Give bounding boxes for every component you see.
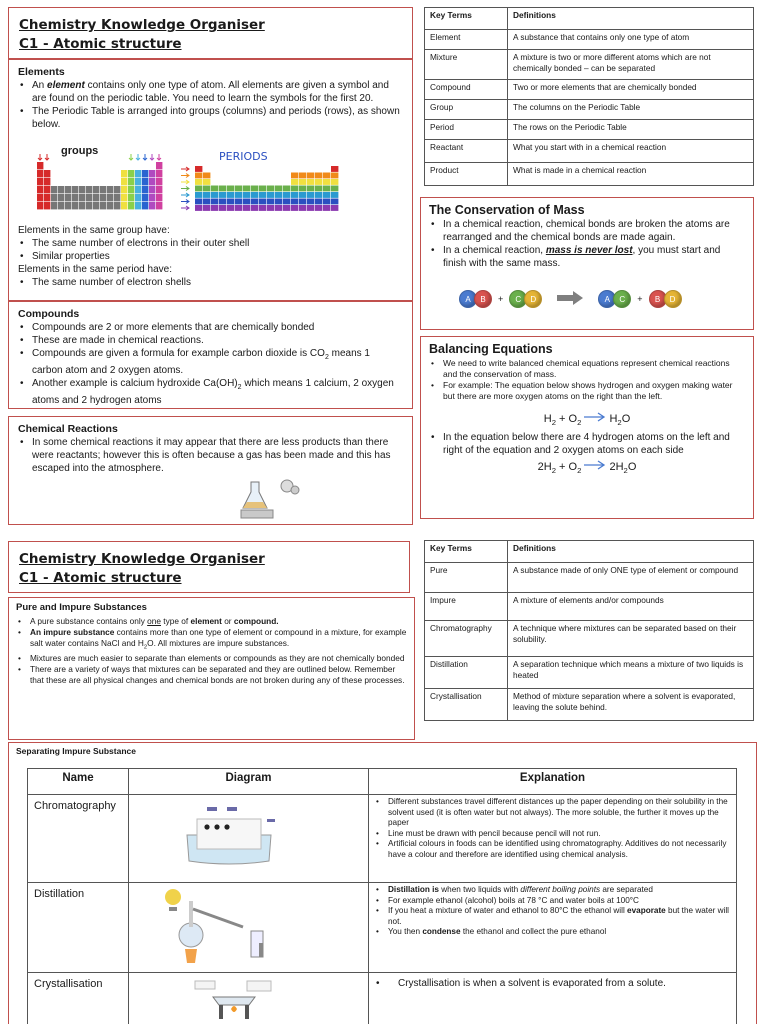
periodic-cell bbox=[37, 186, 43, 193]
periodic-cell bbox=[86, 194, 92, 201]
cryst-bullet-1: • Crystallisation is when a solvent is evaporated from a solute. bbox=[374, 979, 731, 990]
periodic-cell bbox=[259, 205, 266, 211]
periodic-cell bbox=[299, 199, 306, 205]
crystallisation-icon bbox=[193, 979, 283, 1019]
periodic-cell bbox=[135, 186, 141, 193]
periodic-cell bbox=[44, 178, 50, 185]
periodic-cell bbox=[100, 202, 106, 209]
separation-methods-table bbox=[27, 768, 737, 1024]
conservation-diagram bbox=[459, 289, 682, 309]
balancing-bullet-2: • For example: The equation below shows hydrogen and oxygen making water but there are more oxygen atoms on the right than the left. bbox=[429, 380, 745, 402]
down-arrow-icon bbox=[38, 154, 42, 160]
chrom-bullet-2: • Line must be drawn with pencil because pencil will not run. bbox=[374, 829, 731, 840]
periodic-cell bbox=[86, 202, 92, 209]
chemical-reactions-box bbox=[8, 416, 413, 525]
key-terms-table-2 bbox=[424, 540, 754, 721]
periodic-cell bbox=[243, 186, 250, 192]
pure-bullet-4: • There are a variety of ways that mixtures can be separated and they are outlined below. Remember that these are all physical changes and chemical bonds are not broken during any of these processes. bbox=[16, 664, 407, 686]
conservation-of-mass-box bbox=[420, 197, 754, 330]
periodic-cell bbox=[283, 199, 290, 205]
periodic-cell bbox=[203, 199, 210, 205]
periodic-cell bbox=[128, 186, 134, 193]
periodic-cell bbox=[203, 179, 210, 185]
periodic-cell bbox=[203, 186, 210, 192]
periodic-cell bbox=[51, 194, 57, 201]
periodic-cell bbox=[315, 179, 322, 185]
table-row: Pure A substance made of only ONE type of element or compound bbox=[425, 563, 754, 593]
periodic-cell bbox=[142, 202, 148, 209]
title-line-2: C1 - Atomic structure bbox=[19, 36, 182, 52]
periodic-cell bbox=[72, 186, 78, 193]
right-arrow-icon bbox=[181, 193, 189, 197]
key-terms-table-1 bbox=[424, 7, 754, 186]
periodic-cell bbox=[315, 186, 322, 192]
right-arrow-icon bbox=[181, 187, 189, 191]
table-row bbox=[28, 883, 737, 973]
atom-b: B bbox=[649, 290, 667, 308]
periodic-cell bbox=[323, 205, 330, 211]
periodic-cell bbox=[227, 186, 234, 192]
periodic-cell bbox=[283, 192, 290, 198]
conservation-heading: The Conservation of Mass bbox=[429, 203, 585, 217]
periodic-cell bbox=[259, 186, 266, 192]
periodic-cell bbox=[100, 186, 106, 193]
chromatography-explanation bbox=[369, 795, 737, 883]
conservation-bullet-1: • In a chemical reaction, chemical bonds are broken the atoms are rearranged and the chemical bonds are made again. bbox=[429, 218, 745, 244]
table-row: Product What is made in a chemical reaction bbox=[425, 163, 754, 186]
distillation-explanation bbox=[369, 883, 737, 973]
periodic-cell bbox=[331, 199, 338, 205]
definitions-col-header: Definitions bbox=[508, 8, 754, 30]
periodic-cell bbox=[37, 170, 43, 177]
periodic-cell bbox=[156, 170, 162, 177]
right-arrow-icon bbox=[181, 167, 189, 171]
right-arrow-icon bbox=[181, 180, 189, 184]
periodic-cell bbox=[315, 173, 322, 179]
periodic-cell bbox=[235, 205, 242, 211]
periodic-cell bbox=[79, 186, 85, 193]
periodic-cell bbox=[323, 186, 330, 192]
periodic-cell bbox=[128, 194, 134, 201]
balancing-equations-box bbox=[420, 336, 754, 519]
periodic-cell bbox=[267, 186, 274, 192]
balancing-heading: Balancing Equations bbox=[429, 342, 553, 356]
periodic-cell bbox=[58, 186, 64, 193]
periodic-cell bbox=[195, 205, 202, 211]
balancing-bullet-3: • In the equation below there are 4 hydrogen atoms on the left and right of the equation and 2 oxygen atoms on each side bbox=[429, 431, 745, 457]
periodic-cell bbox=[114, 194, 120, 201]
table-row bbox=[28, 973, 737, 1024]
periodic-cell bbox=[331, 173, 338, 179]
periodic-cell bbox=[93, 202, 99, 209]
periodic-cell bbox=[142, 170, 148, 177]
periodic-cell bbox=[65, 194, 71, 201]
periodic-cell bbox=[37, 178, 43, 185]
chromatography-diagram bbox=[129, 795, 369, 883]
periodic-cell bbox=[149, 202, 155, 209]
periodic-table-groups-diagram bbox=[35, 145, 169, 216]
table-row: Compound Two or more elements that are chemically bonded bbox=[425, 80, 754, 100]
periodic-cell bbox=[44, 202, 50, 209]
atom-c: C bbox=[613, 290, 631, 308]
periodic-cell bbox=[307, 173, 314, 179]
same-period-label: Elements in the same period have: bbox=[18, 264, 172, 275]
chrom-bullet-1: • Different substances travel different distances up the paper depending on their solubility in the solvent used (it is often water but not always). The more soluble, the further it moves up the paper bbox=[374, 797, 731, 829]
equation-unbalanced: $H_2 + O_2$ $H_2O$ bbox=[543, 413, 631, 428]
periodic-cell bbox=[299, 205, 306, 211]
periodic-cell bbox=[135, 202, 141, 209]
crystallisation-name: Crystallisation bbox=[28, 973, 129, 1024]
periodic-cell bbox=[219, 199, 226, 205]
periodic-cell bbox=[51, 186, 57, 193]
title-line-1: Chemistry Knowledge Organiser bbox=[19, 551, 265, 567]
table-row: Distillation A separation technique which means a mixture of two liquids is heated bbox=[425, 657, 754, 689]
atom-c: C bbox=[509, 290, 527, 308]
periodic-cell bbox=[195, 173, 202, 179]
plus-sign: + bbox=[637, 294, 643, 304]
atom-b: B bbox=[474, 290, 492, 308]
dist-bullet-3: • If you heat a mixture of water and ethanol to 80°C the ethanol will evaporate but the water will not. bbox=[374, 906, 731, 927]
periodic-cell bbox=[37, 162, 43, 169]
periodic-cell bbox=[331, 192, 338, 198]
periodic-cell bbox=[275, 186, 282, 192]
down-arrow-icon bbox=[136, 154, 140, 160]
same-group-bullet-2: • Similar properties bbox=[18, 250, 403, 263]
elements-bullet-2: • The Periodic Table is arranged into groups (columns) and periods (rows), as shown below. bbox=[18, 105, 403, 131]
distillation-icon bbox=[163, 887, 283, 965]
periodic-cell bbox=[323, 179, 330, 185]
chrom-bullet-3: • Artificial colours in foods can be identified using chromatography. Additives do not necessarily have a colour and therefore are identified using chemical analysis. bbox=[374, 839, 731, 860]
elements-heading: Elements bbox=[18, 66, 65, 78]
periodic-cell bbox=[267, 192, 274, 198]
table-row: Mixture A mixture is two or more different atoms which are not chemically bonded – can be separated bbox=[425, 50, 754, 80]
periodic-cell bbox=[299, 186, 306, 192]
title-box-2 bbox=[8, 541, 410, 593]
periodic-cell bbox=[79, 202, 85, 209]
explanation-col-header: Explanation bbox=[369, 769, 737, 795]
periodic-cell bbox=[65, 186, 71, 193]
elements-bullet-1: • An element contains only one type of atom. All elements are given a symbol and are found on the periodic table. You need to learn the symbols for the first 20. bbox=[18, 79, 403, 105]
periodic-cell bbox=[275, 199, 282, 205]
compounds-box bbox=[8, 301, 413, 409]
periodic-table-periods-diagram bbox=[179, 148, 379, 216]
chemical-reactions-bullet-1: • In some chemical reactions it may appear that there are less products than there were reactants; however this is often because a gas has been made and this has escaped into the atmosphere. bbox=[18, 436, 403, 475]
periodic-cell bbox=[100, 194, 106, 201]
periodic-cell bbox=[299, 173, 306, 179]
periodic-cell bbox=[37, 194, 43, 201]
periodic-cell bbox=[307, 186, 314, 192]
periodic-cell bbox=[121, 178, 127, 185]
distillation-name: Distillation bbox=[28, 883, 129, 973]
periodic-cell bbox=[331, 166, 338, 172]
periodic-cell bbox=[203, 205, 210, 211]
periodic-cell bbox=[275, 192, 282, 198]
periodic-cell bbox=[291, 186, 298, 192]
periodic-cell bbox=[227, 192, 234, 198]
periodic-cell bbox=[149, 186, 155, 193]
periodic-cell bbox=[251, 192, 258, 198]
periodic-cell bbox=[135, 194, 141, 201]
equation-balanced: $2H_2 + O_2$ $2H_2O$ bbox=[537, 461, 637, 476]
periodic-cell bbox=[121, 202, 127, 209]
plus-sign: + bbox=[498, 294, 504, 304]
chromatography-name: Chromatography bbox=[28, 795, 129, 883]
periodic-cell bbox=[291, 179, 298, 185]
periods-table-icon bbox=[179, 148, 379, 216]
periodic-cell bbox=[156, 202, 162, 209]
periodic-cell bbox=[149, 194, 155, 201]
periodic-cell bbox=[251, 186, 258, 192]
periodic-cell bbox=[142, 178, 148, 185]
periodic-cell bbox=[149, 170, 155, 177]
table-row: Chromatography A technique where mixtures can be separated based on their solubility. bbox=[425, 621, 754, 657]
balancing-bullet-1: • We need to write balanced chemical equations represent chemical reactions and the conservation of mass. bbox=[429, 358, 745, 380]
same-group-label: Elements in the same group have: bbox=[18, 225, 170, 236]
groups-table-icon bbox=[35, 148, 169, 216]
periodic-cell bbox=[211, 186, 218, 192]
same-group-bullet-1: • The same number of electrons in their outer shell bbox=[18, 237, 403, 250]
atom-a: A bbox=[459, 290, 477, 308]
periodic-cell bbox=[211, 192, 218, 198]
atom-d: D bbox=[664, 290, 682, 308]
periodic-cell bbox=[307, 179, 314, 185]
periodic-cell bbox=[235, 192, 242, 198]
periodic-cell bbox=[79, 194, 85, 201]
conservation-bullet-2: • In a chemical reaction, mass is never lost, you must start and finish with the same mass. bbox=[429, 244, 745, 270]
periodic-cell bbox=[283, 186, 290, 192]
right-arrow-icon bbox=[181, 206, 189, 210]
atom-d: D bbox=[524, 290, 542, 308]
key-terms-col-header: Key Terms bbox=[425, 541, 508, 563]
periodic-cell bbox=[121, 170, 127, 177]
name-col-header: Name bbox=[28, 769, 129, 795]
chromatography-icon bbox=[185, 805, 275, 865]
periodic-cell bbox=[156, 162, 162, 169]
periodic-cell bbox=[128, 178, 134, 185]
periodic-cell bbox=[315, 205, 322, 211]
periodic-cell bbox=[156, 194, 162, 201]
periodic-cell bbox=[135, 170, 141, 177]
compounds-heading: Compounds bbox=[18, 308, 80, 320]
pure-impure-heading: Pure and Impure Substances bbox=[16, 602, 147, 613]
periodic-cell bbox=[195, 166, 202, 172]
right-arrow-icon bbox=[181, 174, 189, 178]
title-line-2: C1 - Atomic structure bbox=[19, 570, 182, 586]
periodic-cell bbox=[291, 199, 298, 205]
crystallisation-explanation bbox=[369, 973, 737, 1024]
periodic-cell bbox=[114, 186, 120, 193]
periodic-cell bbox=[267, 199, 274, 205]
pure-impure-box bbox=[8, 597, 415, 740]
periodic-cell bbox=[219, 205, 226, 211]
periodic-cell bbox=[195, 179, 202, 185]
periodic-cell bbox=[203, 192, 210, 198]
periodic-cell bbox=[331, 186, 338, 192]
periodic-cell bbox=[65, 202, 71, 209]
periodic-cell bbox=[299, 192, 306, 198]
periods-label: PERIODS bbox=[219, 150, 268, 163]
periodic-cell bbox=[227, 205, 234, 211]
periodic-cell bbox=[283, 205, 290, 211]
flask-on-balance-icon bbox=[237, 476, 307, 522]
periodic-cell bbox=[51, 202, 57, 209]
periodic-cell bbox=[315, 192, 322, 198]
table-row: Reactant What you start with in a chemical reaction bbox=[425, 140, 754, 163]
periodic-cell bbox=[93, 194, 99, 201]
periodic-cell bbox=[251, 199, 258, 205]
periodic-cell bbox=[291, 192, 298, 198]
table-row: Crystallisation Method of mixture separation where a solvent is evaporated, leaving the solute behind. bbox=[425, 689, 754, 721]
periodic-cell bbox=[107, 202, 113, 209]
periodic-cell bbox=[243, 192, 250, 198]
down-arrow-icon bbox=[45, 154, 49, 160]
periodic-cell bbox=[142, 186, 148, 193]
periodic-cell bbox=[323, 173, 330, 179]
periodic-cell bbox=[156, 178, 162, 185]
periodic-cell bbox=[93, 186, 99, 193]
periodic-cell bbox=[243, 199, 250, 205]
down-arrow-icon bbox=[143, 154, 147, 160]
periodic-cell bbox=[243, 205, 250, 211]
same-period-bullet-1: • The same number of electron shells bbox=[18, 276, 403, 289]
periodic-cell bbox=[195, 192, 202, 198]
periodic-cell bbox=[331, 205, 338, 211]
distillation-diagram bbox=[129, 883, 369, 973]
title-box-1 bbox=[8, 7, 413, 59]
periodic-cell bbox=[128, 202, 134, 209]
periodic-cell bbox=[323, 192, 330, 198]
down-arrow-icon bbox=[129, 154, 133, 160]
periodic-cell bbox=[72, 194, 78, 201]
periodic-cell bbox=[331, 179, 338, 185]
compounds-bullet-4: • Another example is calcium hydroxide $Ca(OH)_2$ which means 1 calcium, 2 oxygen atoms and 2 hydrogen atoms bbox=[18, 377, 403, 407]
periodic-cell bbox=[307, 199, 314, 205]
periodic-cell bbox=[128, 170, 134, 177]
key-terms-col-header: Key Terms bbox=[425, 8, 508, 30]
periodic-cell bbox=[44, 194, 50, 201]
periodic-cell bbox=[307, 205, 314, 211]
periodic-cell bbox=[323, 199, 330, 205]
pure-bullet-3: • Mixtures are much easier to separate than elements or compounds as they are not chemically bonded bbox=[16, 653, 407, 664]
periodic-cell bbox=[307, 192, 314, 198]
periodic-cell bbox=[121, 186, 127, 193]
periodic-cell bbox=[72, 202, 78, 209]
title-line-1: Chemistry Knowledge Organiser bbox=[19, 17, 265, 33]
chemical-reactions-heading: Chemical Reactions bbox=[18, 423, 118, 435]
table-row: Impure A mixture of elements and/or compounds bbox=[425, 593, 754, 621]
crystallisation-diagram bbox=[129, 973, 369, 1024]
periodic-cell bbox=[267, 205, 274, 211]
dist-bullet-1: • Distillation is when two liquids with different boiling points are separated bbox=[374, 885, 731, 896]
arrow-right-icon bbox=[557, 291, 583, 307]
right-arrow-icon bbox=[181, 200, 189, 204]
periodic-cell bbox=[291, 205, 298, 211]
table-row: Group The columns on the Periodic Table bbox=[425, 100, 754, 120]
periodic-cell bbox=[299, 179, 306, 185]
periodic-cell bbox=[211, 199, 218, 205]
table-row: Element A substance that contains only one type of atom bbox=[425, 30, 754, 50]
down-arrow-icon bbox=[150, 154, 154, 160]
periodic-cell bbox=[235, 186, 242, 192]
table-row bbox=[28, 795, 737, 883]
diagram-col-header: Diagram bbox=[129, 769, 369, 795]
periodic-cell bbox=[227, 199, 234, 205]
compounds-bullet-3: • Compounds are given a formula for example carbon dioxide is $CO_2$ means 1 carbon atom and 2 oxygen atoms. bbox=[18, 347, 403, 377]
table-row: Period The rows on the Periodic Table bbox=[425, 120, 754, 140]
periodic-cell bbox=[251, 205, 258, 211]
atom-a: A bbox=[598, 290, 616, 308]
periodic-cell bbox=[195, 186, 202, 192]
periodic-cell bbox=[37, 202, 43, 209]
periodic-cell bbox=[121, 194, 127, 201]
periodic-cell bbox=[86, 186, 92, 193]
periodic-cell bbox=[219, 192, 226, 198]
periodic-cell bbox=[195, 199, 202, 205]
periodic-cell bbox=[315, 199, 322, 205]
arrow-right-icon bbox=[584, 412, 606, 422]
periodic-cell bbox=[259, 199, 266, 205]
periodic-cell bbox=[291, 173, 298, 179]
periodic-cell bbox=[156, 186, 162, 193]
periodic-cell bbox=[107, 186, 113, 193]
periodic-cell bbox=[114, 202, 120, 209]
periodic-cell bbox=[135, 178, 141, 185]
periodic-cell bbox=[275, 205, 282, 211]
elements-box bbox=[8, 59, 413, 301]
pure-bullet-1: • A pure substance contains only one type of element or compound. bbox=[16, 616, 407, 627]
periodic-cell bbox=[58, 194, 64, 201]
arrow-right-icon bbox=[584, 460, 606, 470]
periodic-cell bbox=[203, 173, 210, 179]
dist-bullet-4: • You then condense the ethanol and collect the pure ethanol bbox=[374, 927, 731, 938]
periodic-cell bbox=[259, 192, 266, 198]
periodic-cell bbox=[219, 186, 226, 192]
periodic-cell bbox=[149, 178, 155, 185]
periodic-cell bbox=[107, 194, 113, 201]
periodic-cell bbox=[58, 202, 64, 209]
separating-heading: Separating Impure Substance bbox=[16, 746, 136, 756]
pure-bullet-2: • An impure substance contains more than one type of element or compound in a mixture, for example salt water contains NaCl and $H_2O$. All mixtures are impure substances. bbox=[16, 627, 407, 653]
down-arrow-icon bbox=[157, 154, 161, 160]
periodic-cell bbox=[235, 199, 242, 205]
periodic-cell bbox=[142, 194, 148, 201]
periodic-cell bbox=[211, 205, 218, 211]
dist-bullet-2: • For example ethanol (alcohol) boils at 78 °C and water boils at 100°C bbox=[374, 896, 731, 907]
periodic-cell bbox=[44, 170, 50, 177]
groups-label: groups bbox=[61, 145, 99, 157]
definitions-col-header: Definitions bbox=[508, 541, 754, 563]
compounds-bullet-2: • These are made in chemical reactions. bbox=[18, 334, 403, 347]
compounds-bullet-1: • Compounds are 2 or more elements that are chemically bonded bbox=[18, 321, 403, 334]
periodic-cell bbox=[44, 186, 50, 193]
